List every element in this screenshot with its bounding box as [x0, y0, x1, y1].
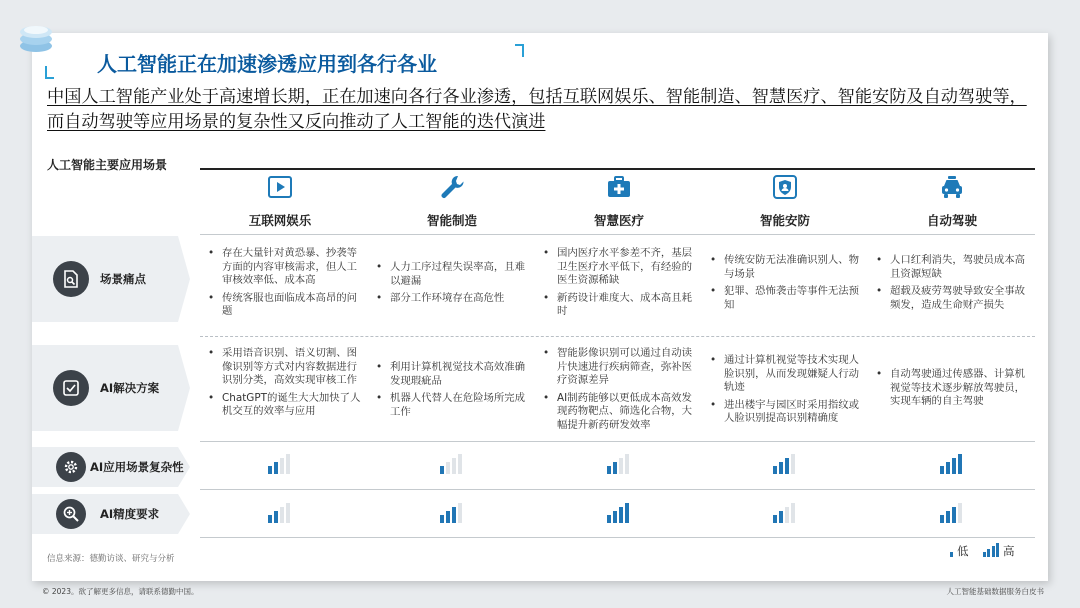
- column-header-smart-healthcare: [536, 174, 702, 229]
- level-bar: [440, 515, 444, 523]
- row-header-pain-points: [32, 236, 190, 322]
- level-bar: [791, 454, 795, 474]
- medkit-icon: [606, 174, 632, 200]
- complexity-level-bars: [268, 452, 298, 474]
- list-item: • 人力工序过程失误率高，且难以避漏: [373, 261, 535, 288]
- list-item: • 利用计算机视觉技术高效准确发现瑕疵品: [373, 361, 535, 388]
- wrench-icon: [439, 174, 465, 200]
- list-item: • 机器人代替人在危险场所完成工作: [373, 392, 535, 419]
- level-bar: [440, 466, 444, 474]
- level-bar: [619, 507, 623, 523]
- level-bar: [607, 515, 611, 523]
- section-label: 人工智能主要应用场景: [47, 158, 168, 172]
- column-label: 互联网娱乐: [248, 213, 312, 228]
- footer-report-name: 人工智能基础数据服务白皮书: [946, 587, 1044, 596]
- list-item: • 部分工作环境存在高危性: [373, 292, 535, 306]
- row-header-ai-solution: [32, 345, 190, 431]
- level-bar: [280, 458, 284, 474]
- solution-cell-healthcare: [540, 347, 702, 437]
- list-item: • 进出楼宇与园区时采用指纹或人脸识别提高识别精确度: [707, 399, 869, 426]
- level-bar: [286, 454, 290, 474]
- level-bar: [952, 458, 956, 474]
- zoom-in-icon: [56, 499, 86, 529]
- level-bar: [452, 507, 456, 523]
- level-bar: [958, 503, 962, 523]
- level-bar: [607, 466, 611, 474]
- pain-cell-manufacturing: [373, 261, 535, 310]
- solution-cell-manufacturing: [373, 361, 535, 423]
- level-bar: [946, 511, 950, 523]
- grid-line: [200, 537, 1035, 538]
- list-item: • 通过计算机视觉等技术实现人脸识别，从而发现嫌疑人行动轨迹: [707, 354, 869, 395]
- level-bar: [268, 515, 272, 523]
- list-item: • 采用语音识别、语义切割、图像识别等方式对内容数据进行识别分类，高效实现审核工作: [205, 347, 367, 388]
- pain-cell-security: [707, 254, 869, 316]
- grid-line: [200, 489, 1035, 490]
- solution-cell-driving: [873, 368, 1035, 413]
- level-bar: [952, 507, 956, 523]
- pain-cell-driving: [873, 254, 1035, 316]
- level-bar: [940, 515, 944, 523]
- precision-level-bars: [940, 501, 970, 523]
- precision-level-bars: [607, 501, 637, 523]
- level-bar: [958, 454, 962, 474]
- legend-high-label: 高: [1003, 544, 1015, 558]
- level-bar: [940, 466, 944, 474]
- level-bar: [268, 466, 272, 474]
- shield-person-icon: [772, 174, 798, 200]
- row-label: AI应用场景复杂性: [90, 460, 184, 474]
- level-bar: [274, 462, 278, 474]
- level-bar: [779, 462, 783, 474]
- level-bar: [625, 503, 629, 523]
- precision-level-bars: [268, 501, 298, 523]
- precision-level-bars: [773, 501, 803, 523]
- list-item: • 犯罪、恐怖袭击等事件无法预知: [707, 285, 869, 312]
- list-item: • AI制药能够以更低成本高效发现药物靶点、筛选化合物，大幅提升新药研发效率: [540, 392, 702, 433]
- level-bar: [773, 466, 777, 474]
- document-search-icon: [53, 261, 89, 297]
- solution-cell-internet: [205, 347, 367, 423]
- column-label: 智能安防: [759, 213, 810, 228]
- column-header-smart-manufacturing: [369, 174, 535, 229]
- header-rule: [200, 168, 1035, 170]
- column-header-autonomous-driving: [869, 174, 1035, 229]
- level-bar: [613, 511, 617, 523]
- row-header-precision: [32, 494, 190, 534]
- legend-low-label: 低: [957, 544, 969, 558]
- column-header-smart-security: [702, 174, 868, 229]
- level-bar: [274, 511, 278, 523]
- corner-bracket-left: [45, 66, 54, 79]
- level-bar: [458, 454, 462, 474]
- level-bar: [773, 515, 777, 523]
- level-bar: [791, 503, 795, 523]
- gear-icon: [56, 452, 86, 482]
- level-bar: [458, 503, 462, 523]
- level-bar: [946, 462, 950, 474]
- car-icon: [939, 174, 965, 200]
- row-label: AI精度要求: [100, 507, 160, 521]
- corner-bracket-right: [515, 44, 524, 57]
- complexity-level-bars: [607, 452, 637, 474]
- level-bar: [619, 458, 623, 474]
- row-label: AI解决方案: [100, 381, 160, 395]
- list-item: • 国内医疗水平参差不齐，基层卫生医疗水平低下，有经验的医生资源稀缺: [540, 247, 702, 288]
- level-bar: [785, 458, 789, 474]
- complexity-level-bars: [773, 452, 803, 474]
- page-subtitle: 中国人工智能产业处于高速增长期，正在加速向各行各业渗透，包括互联网娱乐、智能制造、智慧医疗、智能安防及自动驾驶等，而自动驾驶等应用场景的复杂性又反向推动了人工智能的迭代演进: [47, 87, 1027, 132]
- solution-cell-security: [707, 354, 869, 430]
- level-bar: [286, 503, 290, 523]
- column-label: 智能制造: [426, 213, 477, 228]
- column-label: 自动驾驶: [926, 213, 977, 228]
- column-header-internet-entertainment: [197, 174, 363, 229]
- pain-cell-internet: [205, 247, 367, 323]
- list-item: • ChatGPT的诞生大大加快了人机交互的效率与应用: [205, 392, 367, 419]
- complexity-level-bars: [940, 452, 970, 474]
- source-note: 信息来源：德勤访谈、研究与分析: [47, 554, 175, 564]
- grid-line: [200, 441, 1035, 442]
- level-bar: [613, 462, 617, 474]
- footer-copyright: © 2023。欲了解更多信息，请联系德勤中国。: [42, 587, 199, 596]
- complexity-level-bars: [440, 452, 470, 474]
- legend-high-bars-icon: [983, 543, 1000, 557]
- list-item: • 超载及疲劳驾驶导致安全事故频发，造成生命财产损失: [873, 285, 1035, 312]
- grid-line: [200, 234, 1035, 235]
- legend-low-bar-icon: [950, 552, 953, 557]
- pain-cell-healthcare: [540, 247, 702, 323]
- level-bar: [625, 454, 629, 474]
- precision-level-bars: [440, 501, 470, 523]
- level-bar: [280, 507, 284, 523]
- list-item: • 传统客服也面临成本高昂的问题: [205, 292, 367, 319]
- page-title: 人工智能正在加速渗透应用到各行各业: [97, 52, 437, 76]
- level-bar: [785, 507, 789, 523]
- column-label: 智慧医疗: [593, 213, 644, 228]
- stacked-layers-logo-icon: [16, 19, 56, 55]
- list-item: • 人口红利消失，驾驶员成本高且资源短缺: [873, 254, 1035, 281]
- row-label: 场景痛点: [100, 272, 146, 286]
- list-item: • 传统安防无法准确识别人、物与场景: [707, 254, 869, 281]
- level-bar: [452, 458, 456, 474]
- level-bar: [446, 511, 450, 523]
- grid-line: [200, 336, 1035, 337]
- level-bar: [446, 462, 450, 474]
- level-bar: [779, 511, 783, 523]
- play-icon: [267, 174, 293, 200]
- checklist-icon: [53, 370, 89, 406]
- list-item: • 存在大量针对黄恐暴、抄袭等方面的内容审核需求，但人工审核效率低、成本高: [205, 247, 367, 288]
- legend: [950, 543, 1015, 559]
- row-header-complexity: [32, 447, 190, 487]
- list-item: • 新药设计难度大、成本高且耗时: [540, 292, 702, 319]
- list-item: • 智能影像识别可以通过自动读片快速进行疾病筛查，弥补医疗资源差异: [540, 347, 702, 388]
- list-item: • 自动驾驶通过传感器、计算机视觉等技术逐步解放驾驶员，实现车辆的自主驾驶: [873, 368, 1035, 409]
